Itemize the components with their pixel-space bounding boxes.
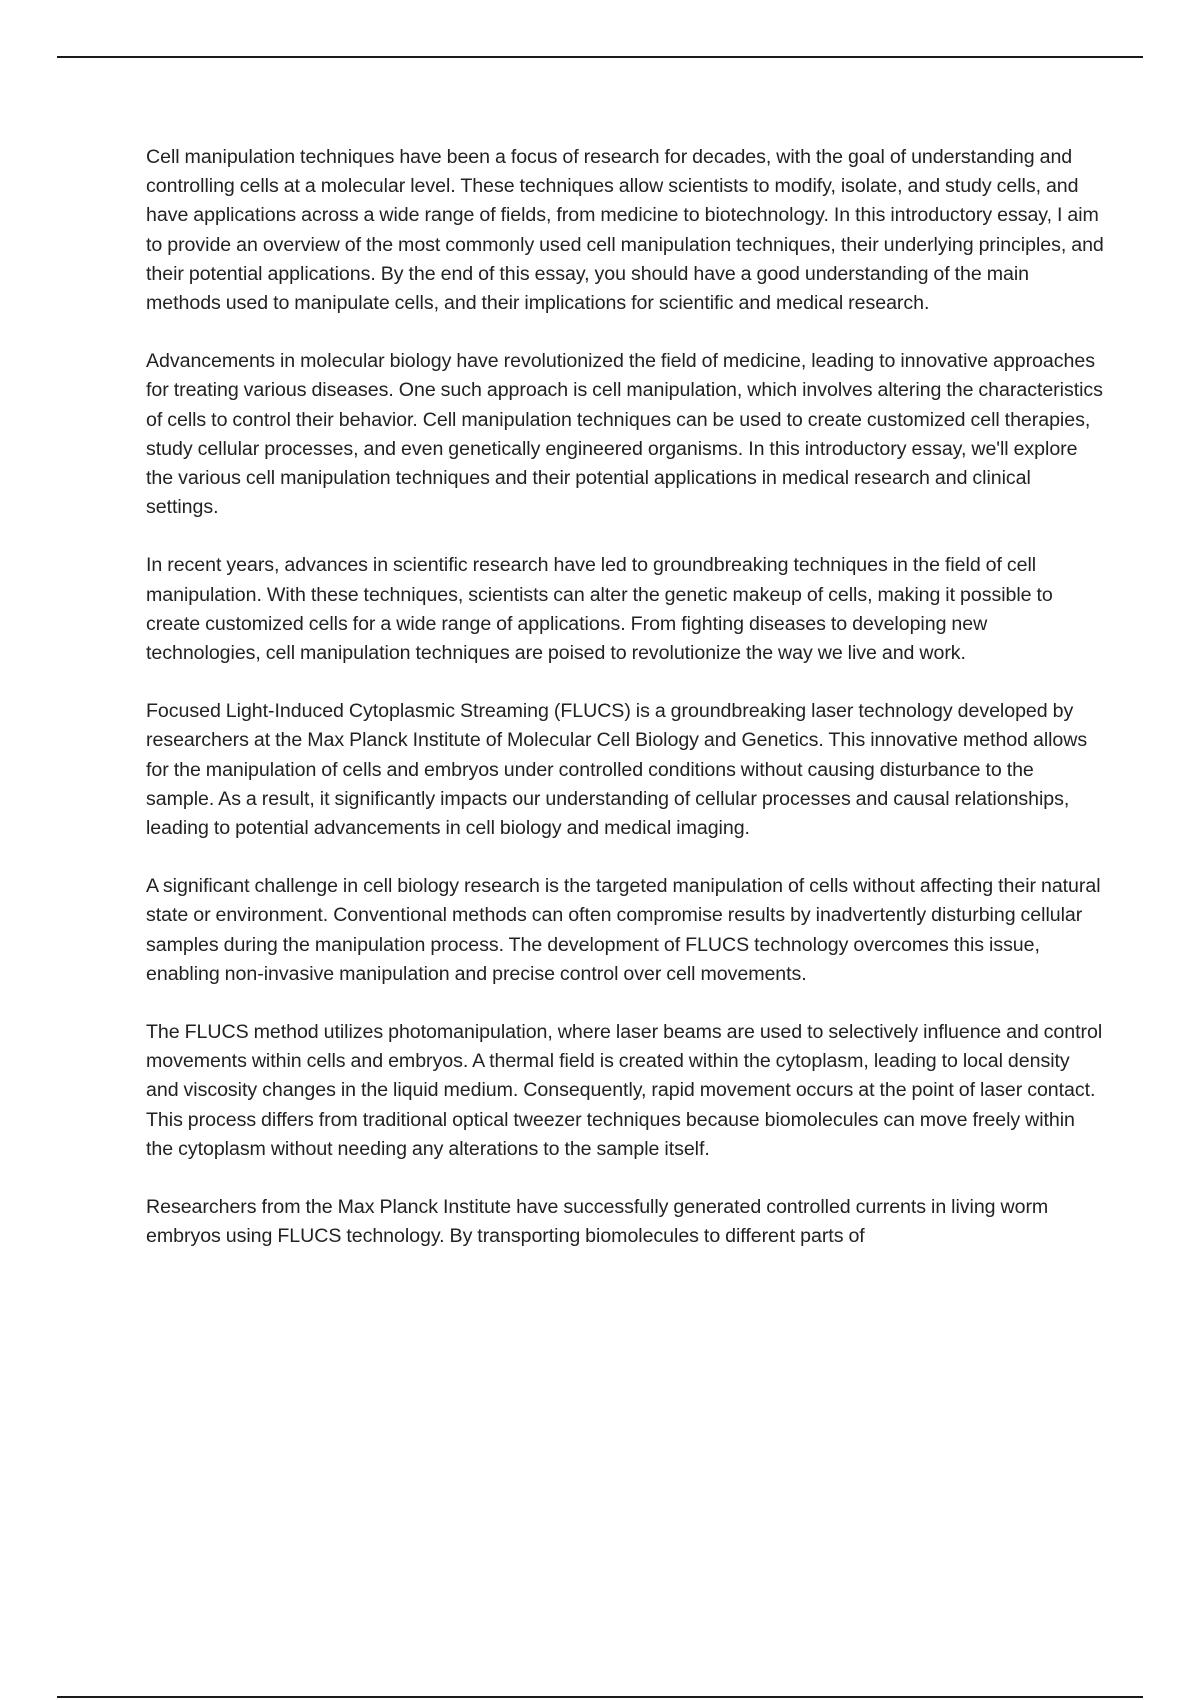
document-body [146,143,1106,1252]
paragraph-4: Focused Light-Induced Cytoplasmic Streaming (FLUCS) is a groundbreaking laser technology developed by researchers at the Max Planck Institute of Molecular Cell Biology and Genetics. This innovative method allows for the manipulation of cells and embryos under controlled conditions without causing disturbance to the sample. As a result, it significantly impacts our understanding of cellular processes and causal relationships, leading to potential advancements in cell biology and medical imaging. [146,700,1088,840]
paragraph-7: Researchers from the Max Planck Institute have successfully generated controlled currents in living worm embryos using FLUCS technology. By transporting biomolecules to different parts of [146,1196,1049,1248]
paragraph-3: In recent years, advances in scientific research have led to groundbreaking techniques in the field of cell manipulation. With these techniques, scientists can alter the genetic makeup of cells, making it possible to create customized cells for a wide range of applications. From fighting diseases to developing new technologies, cell manipulation techniques are poised to revolutionize the way we live and work. [146,554,1053,665]
paragraph-5: A significant challenge in cell biology research is the targeted manipulation of cells without affecting their natural state or environment. Conventional methods can often compromise results by inadvertently disturbing cellular samples during the manipulation process. The development of FLUCS technology overcomes this issue, enabling non-invasive manipulation and precise control over cell movements. [146,875,1101,985]
paragraph-1: Cell manipulation techniques have been a focus of research for decades, with the goal of understanding and controlling cells at a molecular level. These techniques allow scientists to modify, isolate, and study cells, and have applications across a wide range of fields, from medicine to biotechnology. In this introductory essay, I aim to provide an overview of the most commonly used cell manipulation techniques, their underlying principles, and their potential applications. By the end of this essay, you should have a good understanding of the main methods used to manipulate cells, and their implications for scientific and medical research. [146,146,1104,315]
paragraph-6: The FLUCS method utilizes photomanipulation, where laser beams are used to selectively influence and control movements within cells and embryos. A thermal field is created within the cytoplasm, leading to local density and viscosity changes in the liquid medium. Consequently, rapid movement occurs at the point of laser contact. This process differs from traditional optical tweezer techniques because biomolecules can move freely within the cytoplasm without needing any alterations to the sample itself. [146,1021,1103,1160]
top-divider [57,56,1143,58]
paragraph-2: Advancements in molecular biology have revolutionized the field of medicine, leading to innovative approaches for treating various diseases. One such approach is cell manipulation, which involves altering the characteristics of cells to control their behavior. Cell manipulation techniques can be used to create customized cell therapies, study cellular processes, and even genetically engineered organisms. In this introductory essay, we'll explore the various cell manipulation techniques and their potential applications in medical research and clinical settings. [146,350,1103,519]
bottom-divider [57,1696,1143,1698]
